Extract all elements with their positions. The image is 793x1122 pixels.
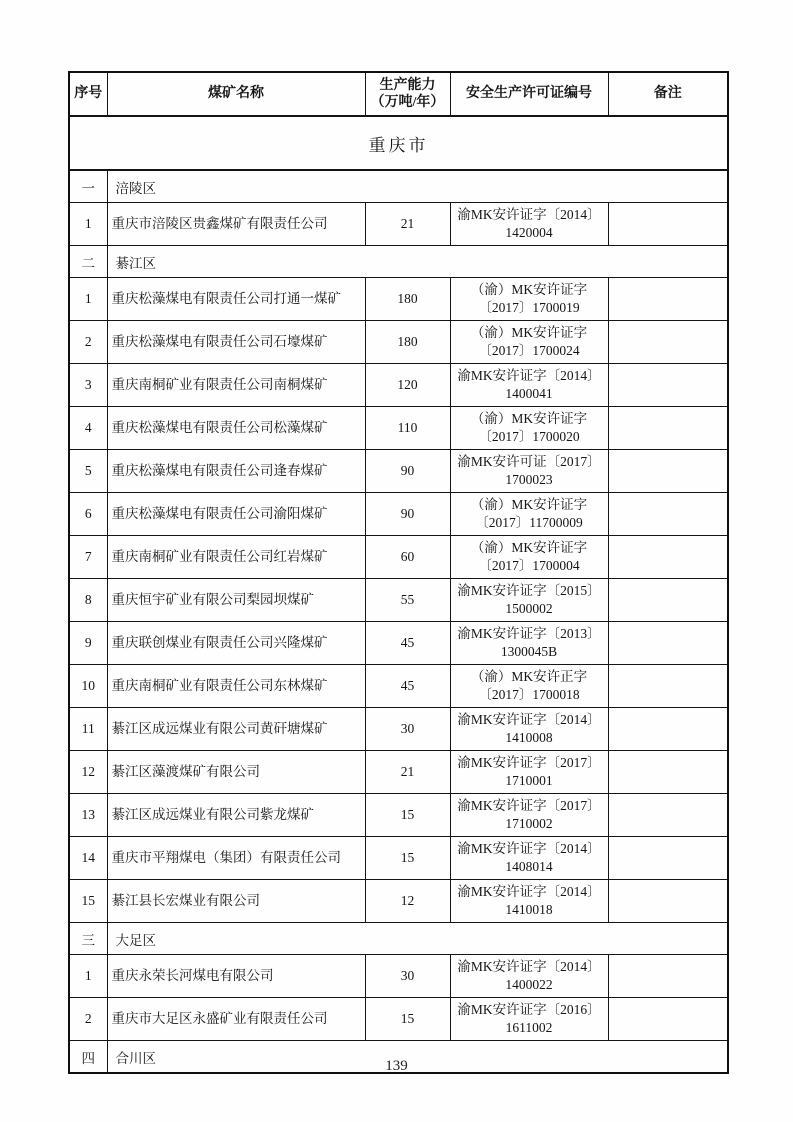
license-number: 渝MK安许证字〔2013〕1300045B xyxy=(450,622,608,665)
remark-value xyxy=(608,880,728,923)
mine-name: 重庆市平翔煤电（集团）有限责任公司 xyxy=(107,837,365,880)
capacity-value: 15 xyxy=(365,998,450,1041)
row-number: 10 xyxy=(69,665,107,708)
header-capacity-line2: （万吨/年） xyxy=(370,95,445,110)
license-number: 渝MK安许证字〔2014〕1410008 xyxy=(450,708,608,751)
mine-row xyxy=(69,407,728,450)
remark-value xyxy=(608,493,728,536)
license-number: 渝MK安许证字〔2014〕1400022 xyxy=(450,955,608,998)
mine-name: 重庆松藻煤电有限责任公司逢春煤矿 xyxy=(107,450,365,493)
capacity-value: 15 xyxy=(365,837,450,880)
mine-name: 重庆联创煤业有限责任公司兴隆煤矿 xyxy=(107,622,365,665)
mine-row xyxy=(69,203,728,246)
capacity-value: 90 xyxy=(365,493,450,536)
license-number: 渝MK安许证字〔2017〕1710001 xyxy=(450,751,608,794)
table-header-row xyxy=(69,72,728,116)
capacity-value: 30 xyxy=(365,708,450,751)
remark-value xyxy=(608,837,728,880)
remark-value xyxy=(608,364,728,407)
mine-name: 重庆南桐矿业有限责任公司红岩煤矿 xyxy=(107,536,365,579)
mine-row xyxy=(69,364,728,407)
mine-name: 重庆松藻煤电有限责任公司松藻煤矿 xyxy=(107,407,365,450)
capacity-value: 12 xyxy=(365,880,450,923)
license-number: （渝）MK安许证字〔2017〕1700020 xyxy=(450,407,608,450)
row-number: 7 xyxy=(69,536,107,579)
header-license: 安全生产许可证编号 xyxy=(450,72,608,116)
remark-value xyxy=(608,998,728,1041)
capacity-value: 180 xyxy=(365,278,450,321)
license-number: （渝）MK安许证字〔2017〕1700019 xyxy=(450,278,608,321)
license-number: 渝MK安许证字〔2014〕1408014 xyxy=(450,837,608,880)
remark-value xyxy=(608,278,728,321)
header-no: 序号 xyxy=(69,72,107,116)
mine-name: 重庆市大足区永盛矿业有限责任公司 xyxy=(107,998,365,1041)
mine-name: 重庆恒宇矿业有限公司梨园坝煤矿 xyxy=(107,579,365,622)
license-number: 渝MK安许证字〔2014〕1420004 xyxy=(450,203,608,246)
mine-row xyxy=(69,536,728,579)
district-name: 綦江区 xyxy=(107,246,728,278)
district-name: 大足区 xyxy=(107,923,728,955)
row-number: 8 xyxy=(69,579,107,622)
header-capacity-line1: 生产能力 xyxy=(379,77,436,93)
row-number: 2 xyxy=(69,998,107,1041)
mine-name: 重庆松藻煤电有限责任公司打通一煤矿 xyxy=(107,278,365,321)
capacity-value: 90 xyxy=(365,450,450,493)
mine-name: 重庆市涪陵区贵鑫煤矿有限责任公司 xyxy=(107,203,365,246)
coal-mine-license-table xyxy=(68,71,729,1074)
remark-value xyxy=(608,708,728,751)
district-index: 三 xyxy=(69,923,107,955)
capacity-value: 30 xyxy=(365,955,450,998)
row-number: 1 xyxy=(69,278,107,321)
district-index: 四 xyxy=(69,1041,107,1074)
row-number: 3 xyxy=(69,364,107,407)
remark-value xyxy=(608,622,728,665)
row-number: 5 xyxy=(69,450,107,493)
capacity-value: 110 xyxy=(365,407,450,450)
row-number: 9 xyxy=(69,622,107,665)
mine-name: 重庆南桐矿业有限责任公司南桐煤矿 xyxy=(107,364,365,407)
mine-name: 綦江区成远煤业有限公司黄矸塘煤矿 xyxy=(107,708,365,751)
mine-name: 重庆南桐矿业有限责任公司东林煤矿 xyxy=(107,665,365,708)
city-name: 重庆市 xyxy=(69,116,728,170)
remark-value xyxy=(608,579,728,622)
remark-value xyxy=(608,203,728,246)
remark-value xyxy=(608,450,728,493)
capacity-value: 60 xyxy=(365,536,450,579)
remark-value xyxy=(608,751,728,794)
mine-row xyxy=(69,955,728,998)
mine-row xyxy=(69,751,728,794)
capacity-value: 55 xyxy=(365,579,450,622)
header-mine-name: 煤矿名称 xyxy=(107,72,365,116)
license-number: 渝MK安许证字〔2015〕1500002 xyxy=(450,579,608,622)
capacity-value: 180 xyxy=(365,321,450,364)
mine-row xyxy=(69,450,728,493)
district-section-row xyxy=(69,923,728,955)
capacity-value: 45 xyxy=(365,665,450,708)
district-name: 合川区 xyxy=(107,1041,728,1074)
mine-row xyxy=(69,665,728,708)
license-number: （渝）MK安许证字〔2017〕1700004 xyxy=(450,536,608,579)
license-number: 渝MK安许证字〔2014〕1410018 xyxy=(450,880,608,923)
license-number: 渝MK安许证字〔2016〕1611002 xyxy=(450,998,608,1041)
mine-row xyxy=(69,493,728,536)
capacity-value: 15 xyxy=(365,794,450,837)
capacity-value: 21 xyxy=(365,751,450,794)
row-number: 11 xyxy=(69,708,107,751)
mine-row xyxy=(69,794,728,837)
mine-name: 重庆松藻煤电有限责任公司石壕煤矿 xyxy=(107,321,365,364)
mine-name: 重庆永荣长河煤电有限公司 xyxy=(107,955,365,998)
license-number: 渝MK安许可证〔2017〕1700023 xyxy=(450,450,608,493)
remark-value xyxy=(608,955,728,998)
mine-row xyxy=(69,708,728,751)
capacity-value: 45 xyxy=(365,622,450,665)
mine-row xyxy=(69,278,728,321)
mine-row xyxy=(69,321,728,364)
city-merged-row xyxy=(69,116,728,170)
mine-row xyxy=(69,622,728,665)
row-number: 4 xyxy=(69,407,107,450)
license-number: （渝）MK安许证字〔2017〕1700024 xyxy=(450,321,608,364)
mine-name: 綦江区成远煤业有限公司紫龙煤矿 xyxy=(107,794,365,837)
mine-row xyxy=(69,998,728,1041)
capacity-value: 120 xyxy=(365,364,450,407)
row-number: 6 xyxy=(69,493,107,536)
remark-value xyxy=(608,536,728,579)
license-number: （渝）MK安许证字〔2017〕11700009 xyxy=(450,493,608,536)
remark-value xyxy=(608,407,728,450)
header-capacity xyxy=(365,72,450,116)
mine-row xyxy=(69,880,728,923)
row-number: 1 xyxy=(69,955,107,998)
license-number: 渝MK安许证字〔2014〕1400041 xyxy=(450,364,608,407)
remark-value xyxy=(608,794,728,837)
capacity-value: 21 xyxy=(365,203,450,246)
remark-value xyxy=(608,665,728,708)
district-index: 一 xyxy=(69,170,107,203)
page-number: 139 xyxy=(385,1058,408,1074)
row-number: 1 xyxy=(69,203,107,246)
header-remark: 备注 xyxy=(608,72,728,116)
license-number: 渝MK安许证字〔2017〕1710002 xyxy=(450,794,608,837)
district-section-row xyxy=(69,246,728,278)
mine-row xyxy=(69,579,728,622)
mine-row xyxy=(69,837,728,880)
mine-name: 綦江县长宏煤业有限公司 xyxy=(107,880,365,923)
row-number: 13 xyxy=(69,794,107,837)
district-name: 涪陵区 xyxy=(107,170,728,203)
row-number: 14 xyxy=(69,837,107,880)
mine-name: 綦江区藻渡煤矿有限公司 xyxy=(107,751,365,794)
row-number: 2 xyxy=(69,321,107,364)
district-section-row xyxy=(69,170,728,203)
row-number: 12 xyxy=(69,751,107,794)
remark-value xyxy=(608,321,728,364)
district-index: 二 xyxy=(69,246,107,278)
license-number: （渝）MK安许正字〔2017〕1700018 xyxy=(450,665,608,708)
row-number: 15 xyxy=(69,880,107,923)
mine-name: 重庆松藻煤电有限责任公司渝阳煤矿 xyxy=(107,493,365,536)
